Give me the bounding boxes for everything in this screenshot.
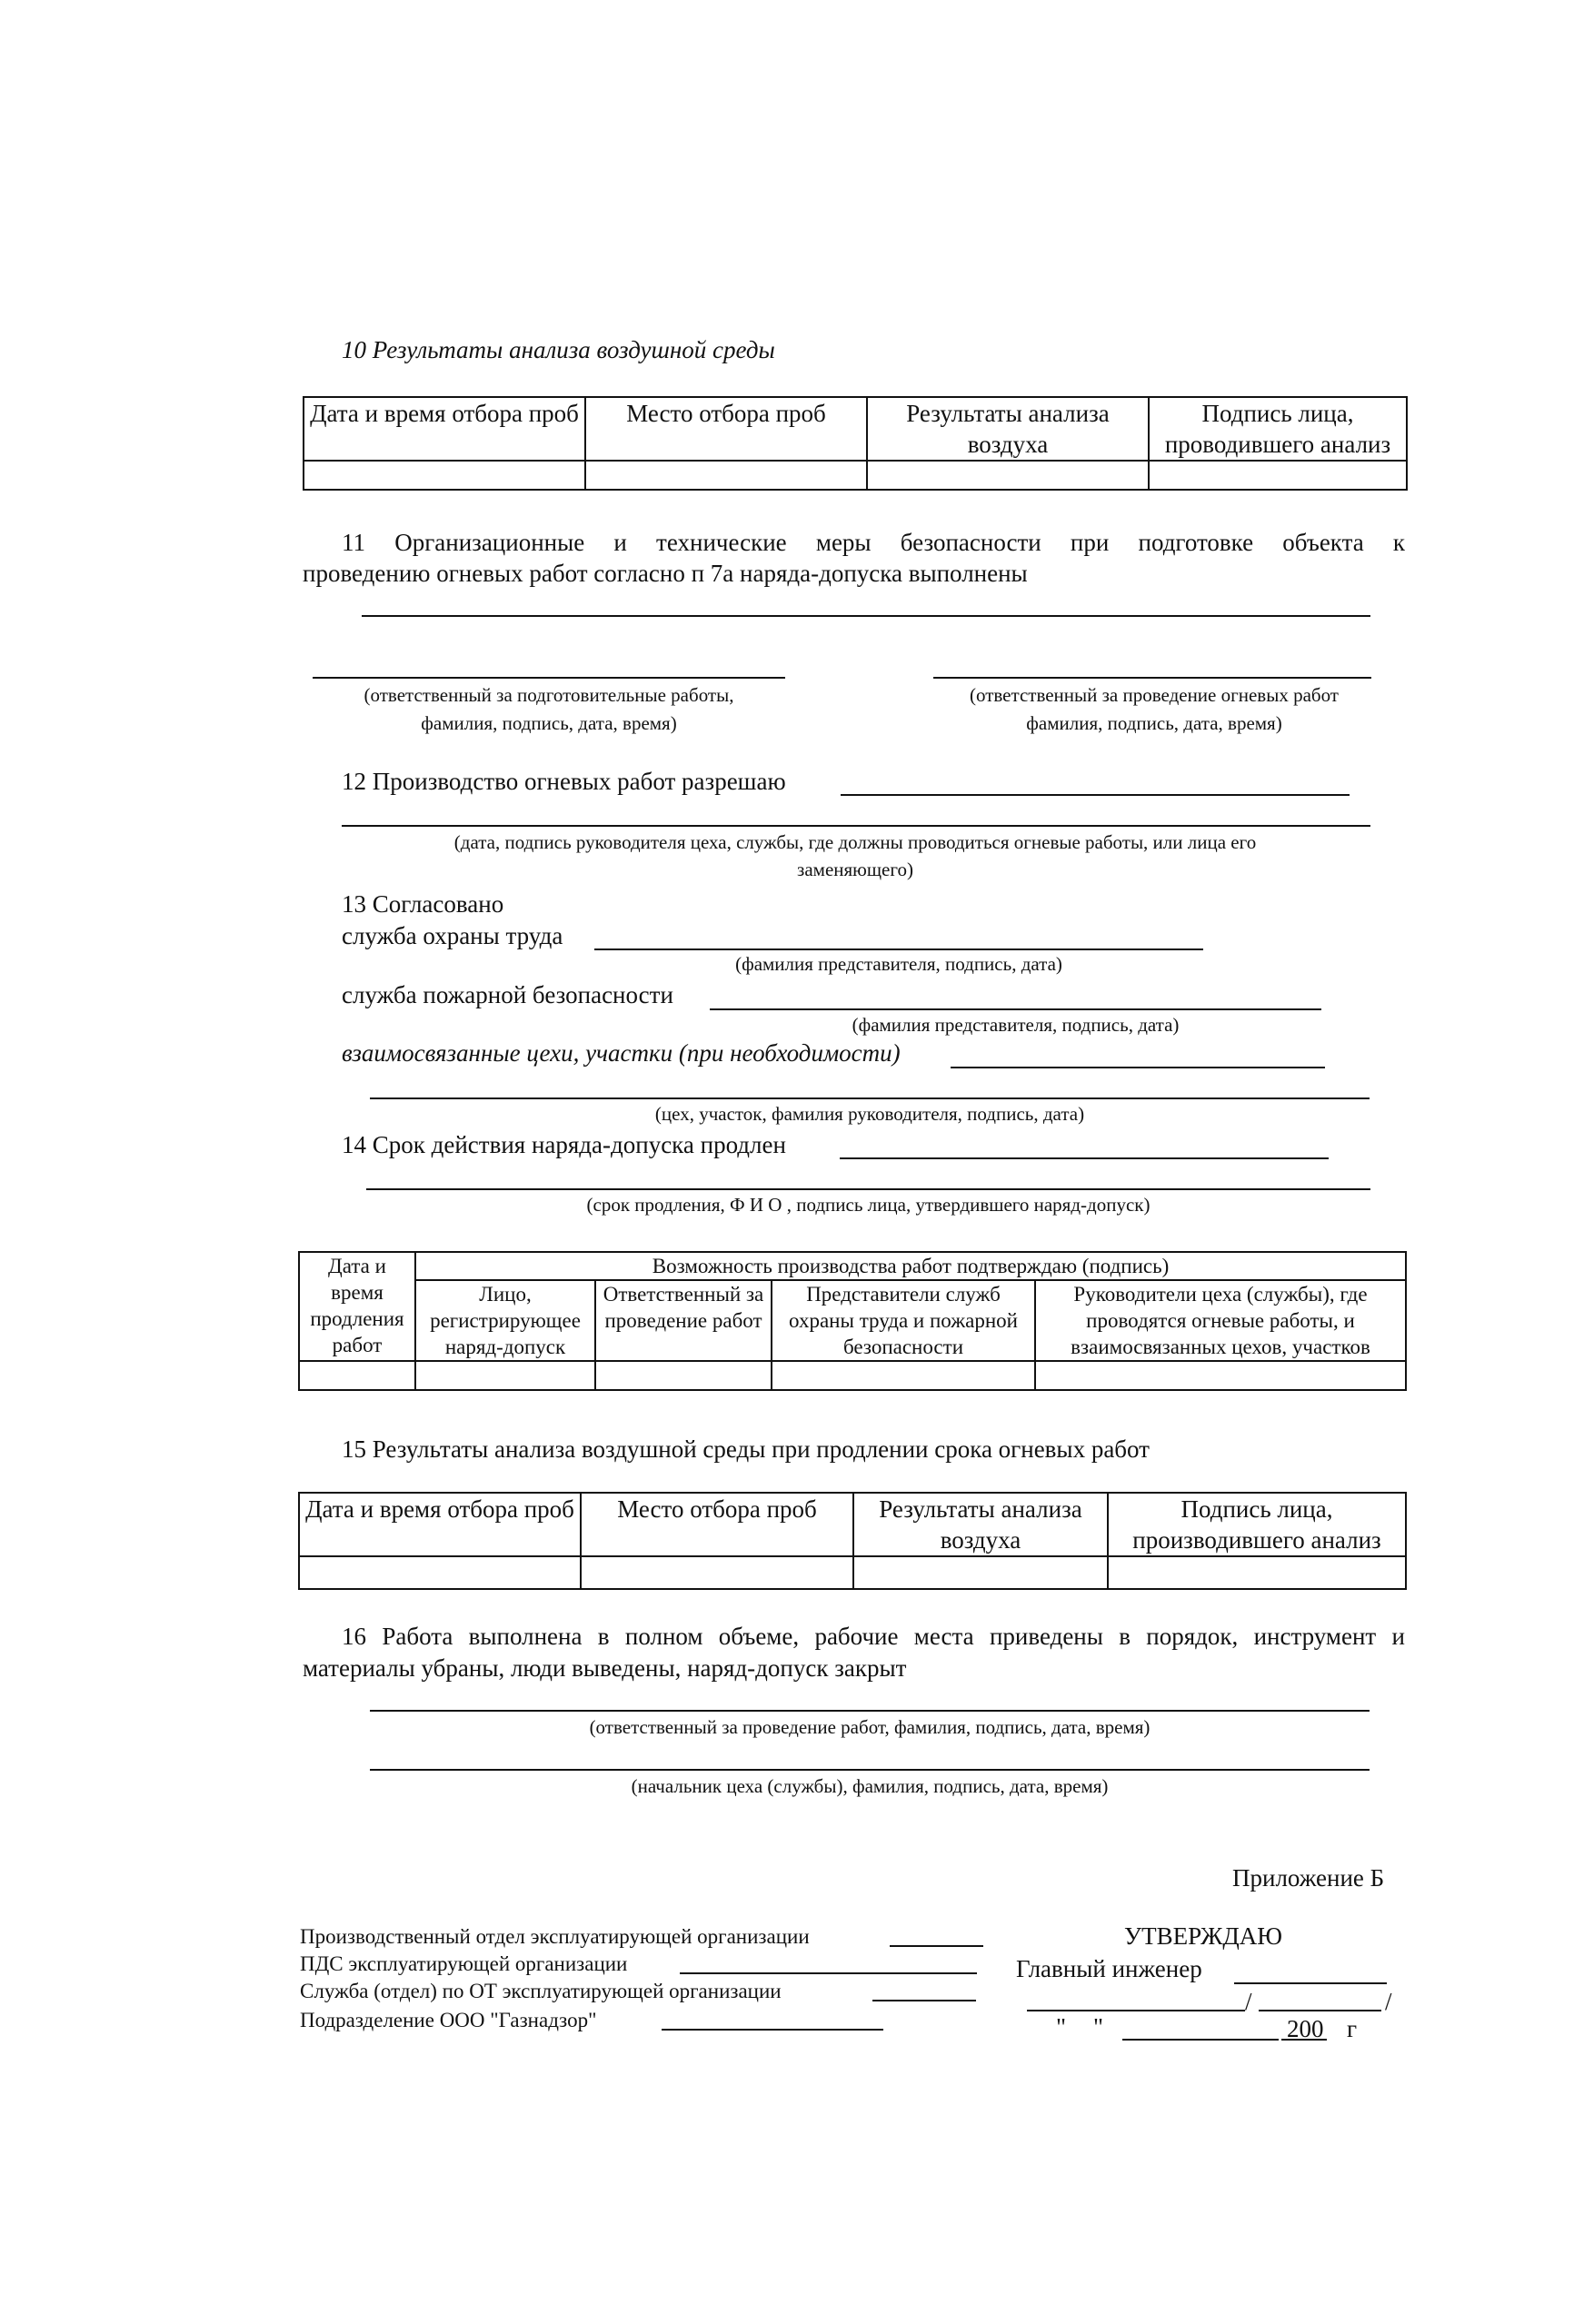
table-cell[interactable] <box>1108 1556 1406 1589</box>
s16-caption-2: (начальник цеха (службы), фамилия, подпись, дата, время) <box>631 1775 1109 1797</box>
left-item-4-line[interactable] <box>662 2029 883 2031</box>
table-cell[interactable] <box>1149 461 1407 490</box>
col-shop-heads: Руководители цеха (службы), где проводятся огневые работы, и взаимосвязанных цехов, участков <box>1035 1280 1406 1361</box>
s13-labor-line[interactable] <box>594 948 1203 950</box>
s11-fill-line[interactable] <box>362 615 1370 617</box>
s16-line-b[interactable] <box>370 1769 1370 1771</box>
s13-labor-label: служба охраны труда <box>342 922 563 949</box>
table-cell[interactable] <box>585 461 867 490</box>
approve-heading: УТВЕРЖДАЮ <box>1124 1922 1283 1950</box>
table-cell[interactable] <box>299 1556 581 1589</box>
table-cell[interactable] <box>415 1361 595 1390</box>
extension-air-table <box>298 1492 1407 1590</box>
table-cell[interactable] <box>595 1361 772 1390</box>
date-line[interactable] <box>1122 2039 1279 2041</box>
table-cell[interactable] <box>1035 1361 1406 1390</box>
s12-fill-line[interactable] <box>841 794 1350 796</box>
s13-fire-label: служба пожарной безопасности <box>342 981 673 1008</box>
col-result: Результаты анализа воздуха <box>867 397 1149 461</box>
s11-right-caption-1: (ответственный за проведение огневых работ <box>970 684 1339 706</box>
s14-second-line[interactable] <box>366 1188 1370 1190</box>
col-registrar: Лицо, регистрирующее наряд-допуск <box>415 1280 595 1361</box>
s12-text: 12 Производство огневых работ разрешаю <box>342 768 786 795</box>
s11-left-caption-2: фамилия, подпись, дата, время) <box>421 712 677 734</box>
s13-title: 13 Согласовано <box>342 890 504 918</box>
s14-text: 14 Срок действия наряда-допуска продлен <box>342 1131 786 1158</box>
extension-table <box>298 1251 1407 1391</box>
year-line[interactable] <box>1281 2039 1327 2041</box>
s11-line1: 11 Организационные и технические меры безопасности при подготовке объекта к <box>342 529 1405 556</box>
chief-engineer-line[interactable] <box>1234 1982 1387 1984</box>
col-place: Место отбора проб <box>581 1493 853 1556</box>
s12-caption-2: заменяющего) <box>797 859 913 880</box>
s16-line2: материалы убраны, люди выведены, наряд-допуск закрыт <box>303 1654 907 1682</box>
col-extension-date: Дата и время продления работ <box>299 1252 415 1361</box>
s13-fire-line[interactable] <box>710 1008 1321 1010</box>
col-safety-reps: Представители служб охраны труда и пожарной безопасности <box>772 1280 1035 1361</box>
left-item-2-line[interactable] <box>680 1972 977 1974</box>
table-cell[interactable] <box>581 1556 853 1589</box>
s13-related-caption: (цех, участок, фамилия руководителя, подпись, дата) <box>654 1103 1085 1125</box>
s16-line-a[interactable] <box>370 1710 1370 1712</box>
col-place: Место отбора проб <box>585 397 867 461</box>
slash-1: / <box>1245 1988 1252 2015</box>
s10-title: 10 Результаты анализа воздушной среды <box>342 336 775 363</box>
year: 200 <box>1287 2015 1324 2042</box>
s16-caption-1: (ответственный за проведение работ, фамилия, подпись, дата, время) <box>589 1716 1151 1738</box>
air-analysis-table <box>303 396 1408 491</box>
s13-labor-caption: (фамилия представителя, подпись, дата) <box>735 953 1062 975</box>
left-item-4: Подразделение ООО "Газнадзор" <box>300 2009 597 2031</box>
quote-close: " <box>1093 2013 1104 2041</box>
left-item-3-line[interactable] <box>872 2000 976 2001</box>
s15-title: 15 Результаты анализа воздушной среды при продлении срока огневых работ <box>342 1435 1150 1463</box>
col-signature: Подпись лица, проводившего анализ <box>1149 397 1407 461</box>
table-cell[interactable] <box>772 1361 1035 1390</box>
col-signature: Подпись лица, производившего анализ <box>1108 1493 1406 1556</box>
col-result: Результаты анализа воздуха <box>853 1493 1108 1556</box>
s11-left-line[interactable] <box>313 677 785 679</box>
left-item-3: Служба (отдел) по ОТ эксплуатирующей организации <box>300 1980 782 2002</box>
s13-related-label: взаимосвязанные цехи, участки (при необходимости) <box>342 1039 901 1067</box>
s11-line2: проведению огневых работ согласно п 7а наряда-допуска выполнены <box>303 560 1028 587</box>
s12-caption-1: (дата, подпись руководителя цеха, службы, где должны проводиться огневые работы, или лица его <box>453 831 1257 853</box>
left-item-1: Производственный отдел эксплуатирующей организации <box>300 1925 810 1948</box>
col-responsible: Ответственный за проведение работ <box>595 1280 772 1361</box>
s11-right-line[interactable] <box>933 677 1371 679</box>
s13-fire-caption: (фамилия представителя, подпись, дата) <box>852 1014 1180 1036</box>
appendix-title: Приложение Б <box>1232 1864 1385 1892</box>
group-header: Возможность производства работ подтверждаю (подпись) <box>415 1252 1406 1280</box>
name-line[interactable] <box>1259 2010 1381 2011</box>
s16-line1: 16 Работа выполнена в полном объеме, рабочие места приведены в порядок, инструмент и <box>342 1623 1405 1650</box>
table-cell[interactable] <box>299 1361 415 1390</box>
s11-left-caption-1: (ответственный за подготовительные работы, <box>364 684 734 706</box>
s12-second-line[interactable] <box>342 825 1370 827</box>
chief-engineer-label: Главный инженер <box>1016 1955 1202 1982</box>
year-suffix: г <box>1347 2015 1358 2042</box>
table-cell[interactable] <box>304 461 585 490</box>
s14-caption: (срок продления, Ф И О , подпись лица, утвердившего наряд-допуск) <box>586 1194 1151 1216</box>
table-cell[interactable] <box>853 1556 1108 1589</box>
s13-related-line-2[interactable] <box>370 1097 1370 1099</box>
left-item-1-line[interactable] <box>890 1945 983 1947</box>
col-datetime: Дата и время отбора проб <box>304 397 585 461</box>
left-item-2: ПДС эксплуатирующей организации <box>300 1952 628 1975</box>
quote-open: " <box>1056 2013 1067 2041</box>
s13-related-line[interactable] <box>951 1067 1325 1068</box>
col-datetime: Дата и время отбора проб <box>299 1493 581 1556</box>
table-cell[interactable] <box>867 461 1149 490</box>
slash-2: / <box>1385 1988 1392 2015</box>
s11-right-caption-2: фамилия, подпись, дата, время) <box>1026 712 1282 734</box>
s14-fill-line[interactable] <box>840 1157 1329 1159</box>
